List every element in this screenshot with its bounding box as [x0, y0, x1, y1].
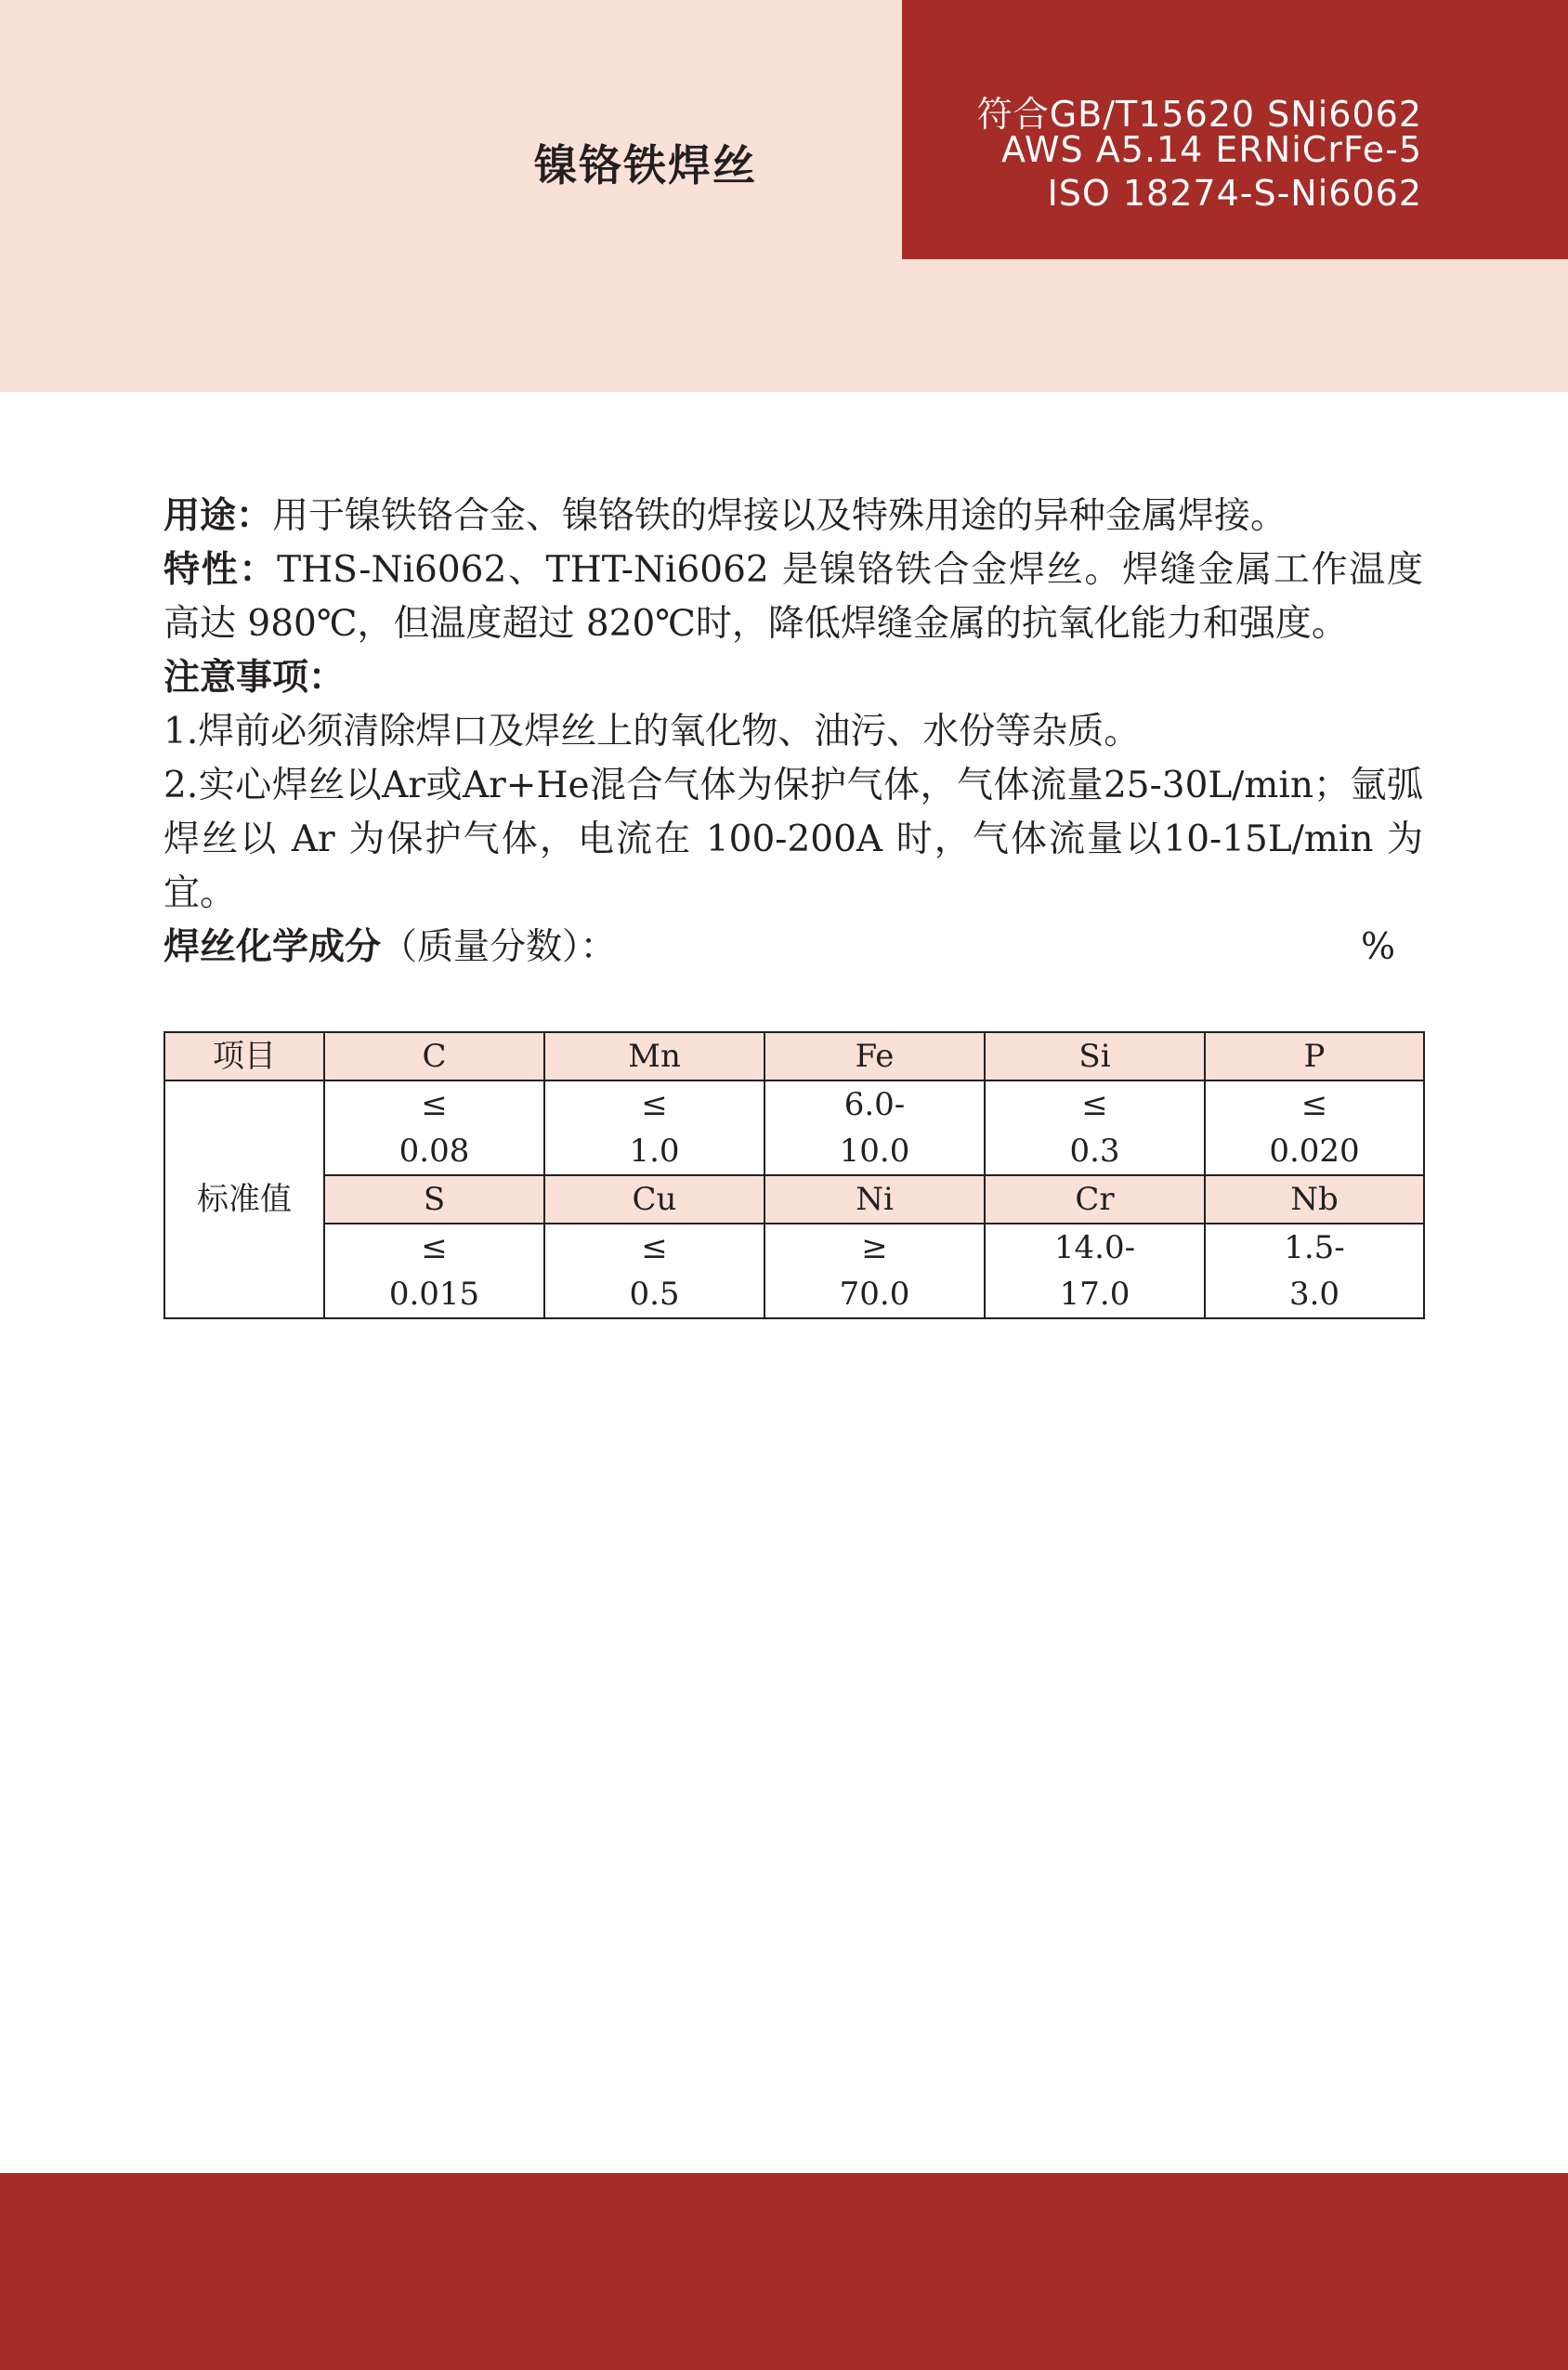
- composition-table: [163, 1031, 1425, 1319]
- properties-label: 特性：: [163, 549, 278, 591]
- table-header-row-2: [164, 1175, 1424, 1224]
- note-2: 2.实心焊丝以Ar或Ar+He混合气体为保护气体，气体流量25-30L/min；氩弧焊丝以 Ar 为保护气体，电流在 100-200A 时，气体流量以10-15L/min 为宜。: [163, 765, 1423, 914]
- standard-iso: ISO 18274-S-Ni6062: [1047, 173, 1422, 214]
- properties-paragraph: [163, 543, 1423, 651]
- notes-heading: 注意事项：: [163, 657, 346, 699]
- element-mn: Mn: [544, 1032, 764, 1080]
- element-cu: Cu: [544, 1175, 764, 1224]
- element-nb: Nb: [1205, 1175, 1424, 1224]
- element-ni: Ni: [764, 1175, 985, 1224]
- usage-text: 用于镍铁铬合金、镍铬铁的焊接以及特殊用途的异种金属焊接。: [272, 495, 1287, 537]
- table-row: [164, 1080, 1424, 1175]
- row-label: 标准值: [164, 1080, 324, 1318]
- element-c: C: [324, 1032, 544, 1080]
- composition-heading-row: [163, 921, 1423, 975]
- value-p: ≤ 0.020: [1205, 1080, 1424, 1175]
- value-cu: ≤ 0.5: [544, 1224, 764, 1318]
- composition-subheading: （质量分数）：: [381, 926, 617, 968]
- value-ni: ≥ 70.0: [764, 1224, 985, 1318]
- usage-label: 用途：: [163, 495, 273, 537]
- value-mn: ≤ 1.0: [544, 1080, 764, 1175]
- element-si: Si: [985, 1032, 1205, 1080]
- value-si: ≤ 0.3: [985, 1080, 1205, 1175]
- properties-text: THS-Ni6062、THT-Ni6062 是镍铬铁合金焊丝。焊缝金属工作温度高达 980℃，但温度超过 820℃时，降低焊缝金属的抗氧化能力和强度。: [163, 549, 1423, 645]
- value-cr: 14.0- 17.0: [985, 1224, 1205, 1318]
- table-header-row: [164, 1032, 1424, 1080]
- value-fe: 6.0- 10.0: [764, 1080, 985, 1175]
- usage-paragraph: [163, 490, 1423, 543]
- standards-box: [902, 0, 1568, 259]
- element-p: P: [1205, 1032, 1424, 1080]
- table-row: [164, 1224, 1424, 1318]
- composition-heading: 焊丝化学成分: [163, 926, 382, 968]
- element-s: S: [324, 1175, 544, 1224]
- composition-unit: %: [1360, 926, 1395, 968]
- value-nb: 1.5- 3.0: [1205, 1224, 1424, 1318]
- standard-aws: AWS A5.14 ERNiCrFe-5: [1001, 129, 1422, 170]
- note-1: 1.焊前必须清除焊口及焊丝上的氧化物、油污、水份等杂质。: [163, 711, 1141, 753]
- item-header: 项目: [164, 1032, 324, 1080]
- product-description: [163, 490, 1423, 975]
- footer-band: [0, 2173, 1568, 2370]
- element-fe: Fe: [764, 1032, 985, 1080]
- product-title: 镍铬铁焊丝: [534, 140, 757, 190]
- standard-gb: 符合GB/T15620 SNi6062: [976, 94, 1422, 135]
- value-s: ≤ 0.015: [324, 1224, 544, 1318]
- element-cr: Cr: [985, 1175, 1205, 1224]
- value-c: ≤ 0.08: [324, 1080, 544, 1175]
